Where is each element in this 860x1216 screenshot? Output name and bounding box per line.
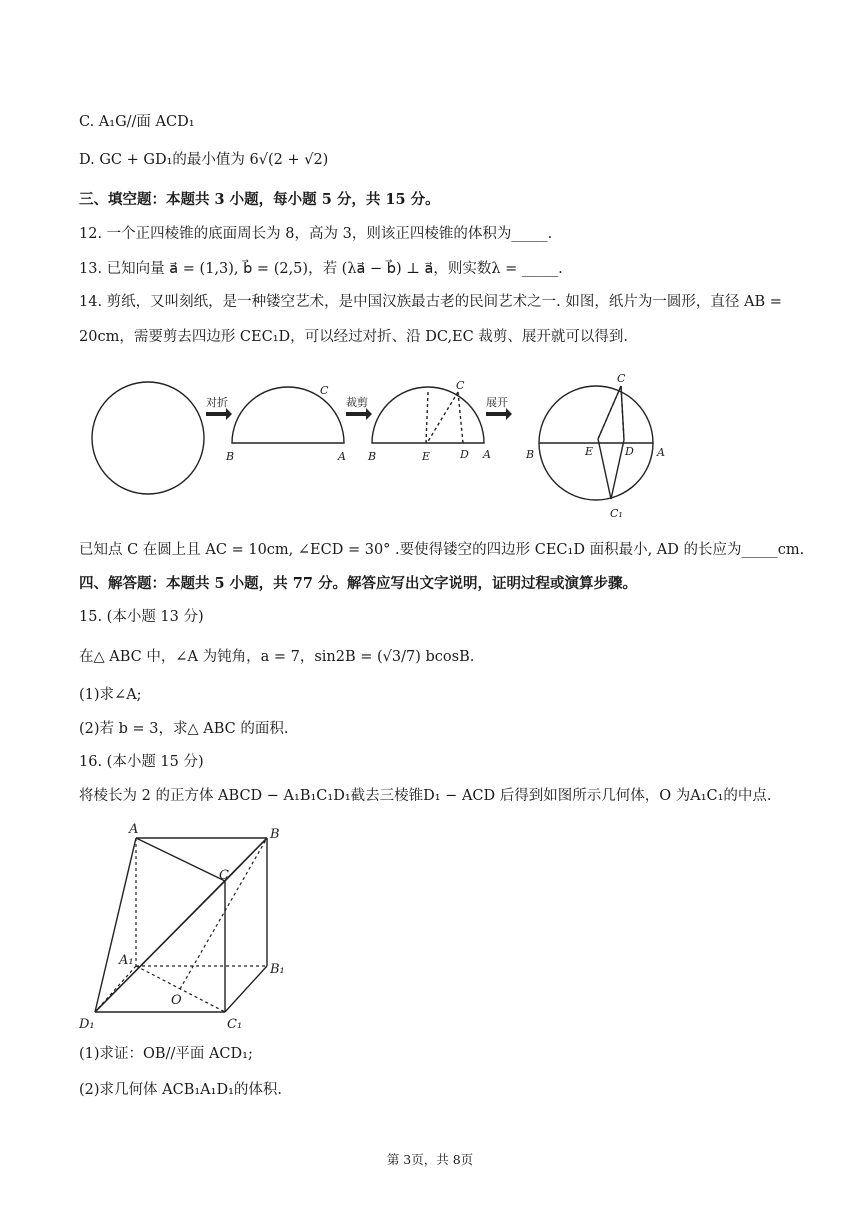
page-footer: 第 3页，共 8页 <box>386 1152 474 1167</box>
arrow-1 <box>206 408 232 420</box>
paper-cut-figure <box>80 370 700 520</box>
svg-text:B: B <box>368 450 377 463</box>
cut-line-ce <box>426 392 428 443</box>
question-16-stem: 将棱长为 2 的正方体 ABCD − A₁B₁C₁D₁截去三棱锥D₁ − ACD 后得到如图所示几何体，O 为A₁C₁的中点. <box>79 788 772 804</box>
svg-text:C₁: C₁ <box>227 1017 243 1032</box>
svg-text:E: E <box>422 450 431 463</box>
solid-figure <box>75 818 305 1033</box>
question-14-line-3: 已知点 C 在圆上且 AC = 10cm, ∠ECD = 30° .要使得镂空的四边形 CEC₁D 面积最小, AD 的长应为_____cm. <box>79 542 805 558</box>
full-circle <box>92 382 204 494</box>
svg-text:D: D <box>460 448 469 461</box>
svg-text:B: B <box>270 827 280 842</box>
svg-text:C: C <box>617 372 626 385</box>
option-c: C. A₁G//面 ACD₁ <box>79 114 195 130</box>
section-3-heading: 三、填空题：本题共 3 小题，每小题 5 分，共 15 分。 <box>79 191 440 208</box>
question-12: 12. 一个正四棱锥的底面周长为 8，高为 3，则该正四棱锥的体积为_____. <box>79 226 553 242</box>
question-16-part-1: (1)求证：OB//平面 ACD₁; <box>79 1046 253 1062</box>
svg-text:B: B <box>526 448 535 461</box>
step-cut: 裁剪 <box>346 396 368 409</box>
svg-text:A: A <box>483 448 491 461</box>
step-fold: 对折 <box>206 396 228 409</box>
svg-text:D₁: D₁ <box>79 1017 95 1032</box>
svg-text:C: C <box>320 384 329 397</box>
svg-text:E: E <box>585 445 594 458</box>
section-4-heading: 四、解答题：本题共 5 小题，共 77 分。解答应写出文字说明，证明过程或演算步骤。 <box>79 575 637 592</box>
question-15-part-1: (1)求∠A; <box>79 687 142 703</box>
cut-line-cd <box>458 392 463 443</box>
question-16-header: 16. (本小题 15 分) <box>79 754 204 770</box>
svg-text:A: A <box>657 446 665 459</box>
svg-text:A: A <box>129 822 139 837</box>
svg-text:C₁: C₁ <box>610 507 623 520</box>
question-15-part-2: (2)若 b = 3，求△ ABC 的面积. <box>79 721 289 737</box>
svg-text:D: D <box>625 445 634 458</box>
question-14-line-1: 14. 剪纸，又叫刻纸，是一种镂空艺术，是中国汉族最古老的民间艺术之一. 如图，纸片为一圆形，直径 AB = <box>79 294 782 310</box>
svg-text:C: C <box>456 379 465 392</box>
step-unfold: 展开 <box>486 396 508 409</box>
svg-text:O: O <box>171 993 182 1008</box>
svg-text:A₁: A₁ <box>119 953 134 968</box>
svg-text:B₁: B₁ <box>270 962 285 977</box>
arrow-3 <box>486 408 512 420</box>
question-15-stem: 在△ ABC 中，∠A 为钝角，a = 7，sin2B = (√3/7) bcosB. <box>79 649 475 665</box>
svg-text:B: B <box>226 450 235 463</box>
question-15-header: 15. (本小题 13 分) <box>79 609 204 625</box>
svg-text:C: C <box>219 868 229 883</box>
option-d: D. GC + GD₁的最小值为 6√(2 + √2) <box>79 152 329 168</box>
semicircle-2 <box>372 387 484 443</box>
svg-text:A: A <box>338 450 346 463</box>
question-14-line-2: 20cm，需要剪去四边形 CEC₁D，可以经过对折、沿 DC,EC 裁剪、展开就可以得到. <box>79 329 628 345</box>
question-13: 13. 已知向量 a⃗ = (1,3), b⃗ = (2,5)，若 (λa⃗ − b⃗) ⊥ a⃗，则实数λ = _____. <box>79 261 563 277</box>
arrow-2 <box>346 408 372 420</box>
question-16-part-2: (2)求几何体 ACB₁A₁D₁的体积. <box>79 1082 283 1098</box>
